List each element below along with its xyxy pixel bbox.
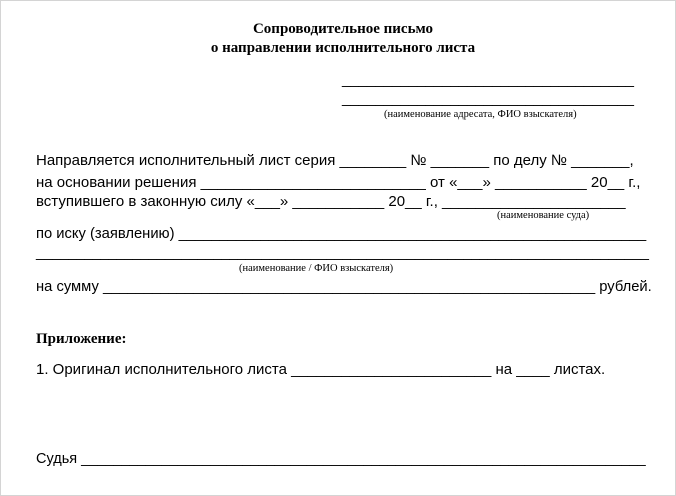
body-line-6: на сумму ____________________________________________________________ рублей. [36,279,652,295]
title-line-1: Сопроводительное письмо [252,21,434,37]
court-caption: (наименование суда) [497,210,590,221]
body-line-4: по иску (заявлению) _________________________________________________________ [36,226,647,242]
body-line-3: вступившего в законную силу «___» ___________ 20__ г., ______________________ [36,193,626,210]
body-line-5: ____________________________________________________________________________ [36,245,649,261]
body-line-2: на основании решения ___________________________ от «___» ___________ 20__ г., [36,174,641,191]
addressee-caption: (наименование адресата, ФИО взыскателя) [384,109,577,120]
addressee-line-1: ___________________________________ [342,71,634,88]
appendix-heading: Приложение: [36,331,127,347]
body-line-1: Направляется исполнительный лист серия ________ № _______ по делу № _______, [36,152,634,169]
title-line-2: о направлении исполнительного листа [210,40,476,56]
signature-line: Судья ______________________________________________________________________ [36,451,646,467]
claimant-caption: (наименование / ФИО взыскателя) [239,263,394,274]
addressee-line-2: ___________________________________ [342,90,634,107]
appendix-item-1: 1. Оригинал исполнительного листа ________________________ на ____ листах. [36,361,606,378]
